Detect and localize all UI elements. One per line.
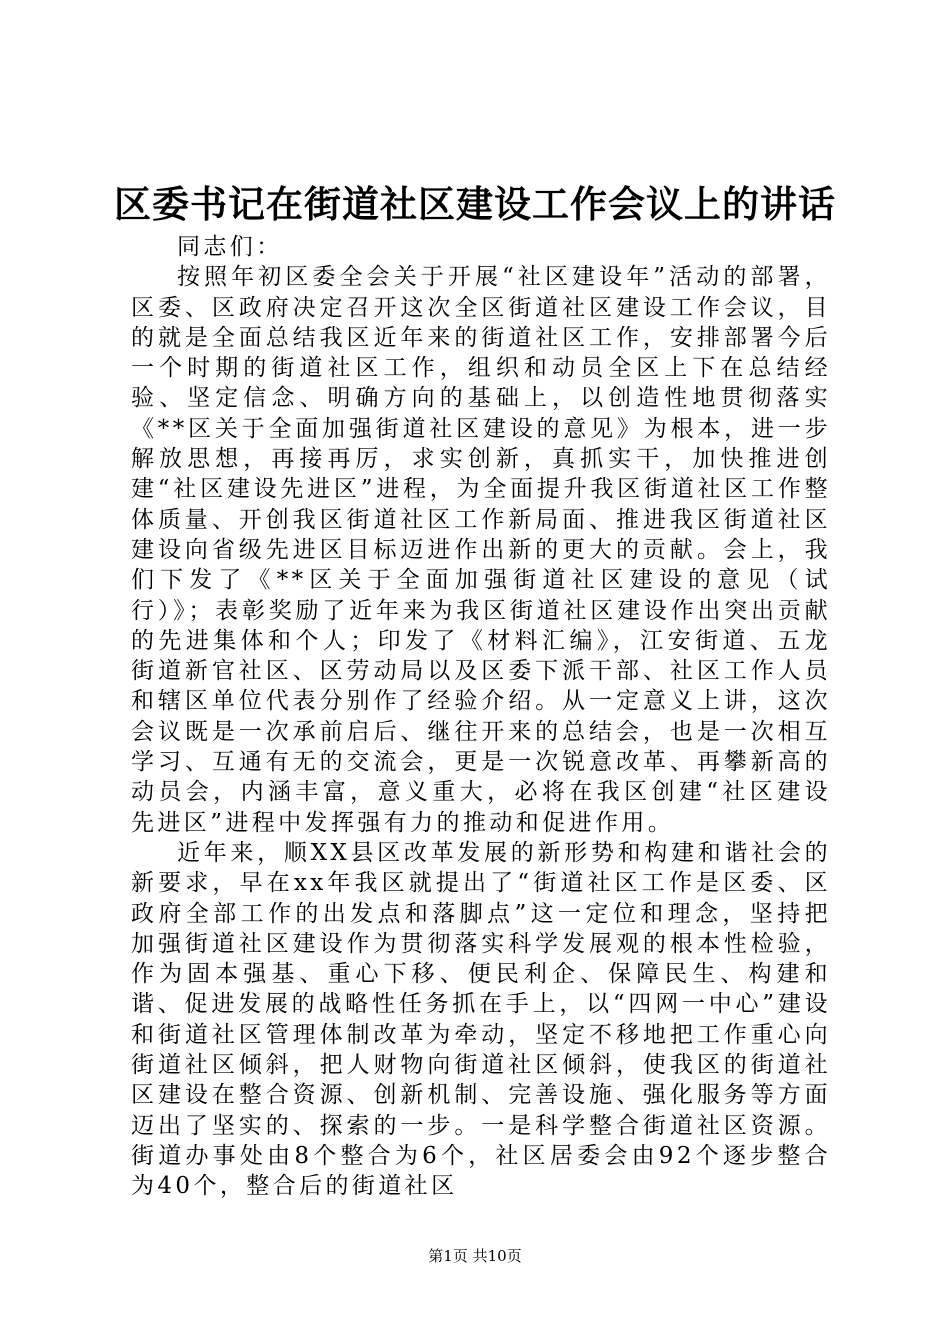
document-body bbox=[131, 232, 831, 1202]
document-title: 区委书记在街道社区建设工作会议上的讲话 bbox=[114, 182, 836, 226]
salutation: 同志们： bbox=[177, 234, 283, 260]
paragraph-2: 近年来，顺XX县区改革发展的新形势和构建和谐社会的新要求，早在xx年我区就提出了“街道社区工作是区委、区政府全部工作的出发点和落脚点”这一定位和理念，坚持把加强街道社区建设作为贯彻落实科学发展观的根本性检验，作为固本强基、重心下移、便民利企、保障民生、构建和谐、促进发展的战略性任务抓在手上，以“四网一中心”建设和街道社区管理体制改革为牵动，坚定不移地把工作重心向街道社区倾斜，把人财物向街道社区倾斜，使我区的街道社区建设在整合资源、创新机制、完善设施、强化服务等方面迈出了坚实的、探索的一步。一是科学整合街道社区资源。街道办事处由8个整合为6个，社区居委会由92个逐步整合为40个，整合后的街道社区 bbox=[131, 839, 831, 1200]
page-footer: 第1页 共10页 bbox=[428, 1247, 522, 1265]
paragraph-1: 按照年初区委全会关于开展“社区建设年”活动的部署，区委、区政府决定召开这次全区街道社区建设工作会议，目的就是全面总结我区近年来的街道社区工作，安排部署今后一个时期的街道社区工作，组织和动员全区上下在总结经验、坚定信念、明确方向的基础上，以创造性地贯彻落实《**区关于全面加强街道社区建设的意见》为根本，进一步解放思想，再接再厉，求实创新，真抓实干，加快推进创建“社区建设先进区”进程，为全面提升我区街道社区工作整体质量、开创我区街道社区工作新局面、推进我区街道社区建设向省级先进区目标迈进作出新的更大的贡献。会上，我们下发了《**区关于全面加强街道社区建设的意见（试行）》；表彰奖励了近年来为我区街道社区建设作出突出贡献的先进集体和个人；印发了《材料汇编》，江安街道、五龙街道新官社区、区劳动局以及区委下派干部、社区工作人员和辖区单位代表分别作了经验介绍。从一定意义上讲，这次会议既是一次承前启后、继往开来的总结会，也是一次相互学习、互通有无的交流会，更是一次锐意改革、再攀新高的动员会，内涵丰富，意义重大，必将在我区创建“社区建设先进区”进程中发挥强有力的推动和促进作用。 bbox=[131, 264, 831, 836]
